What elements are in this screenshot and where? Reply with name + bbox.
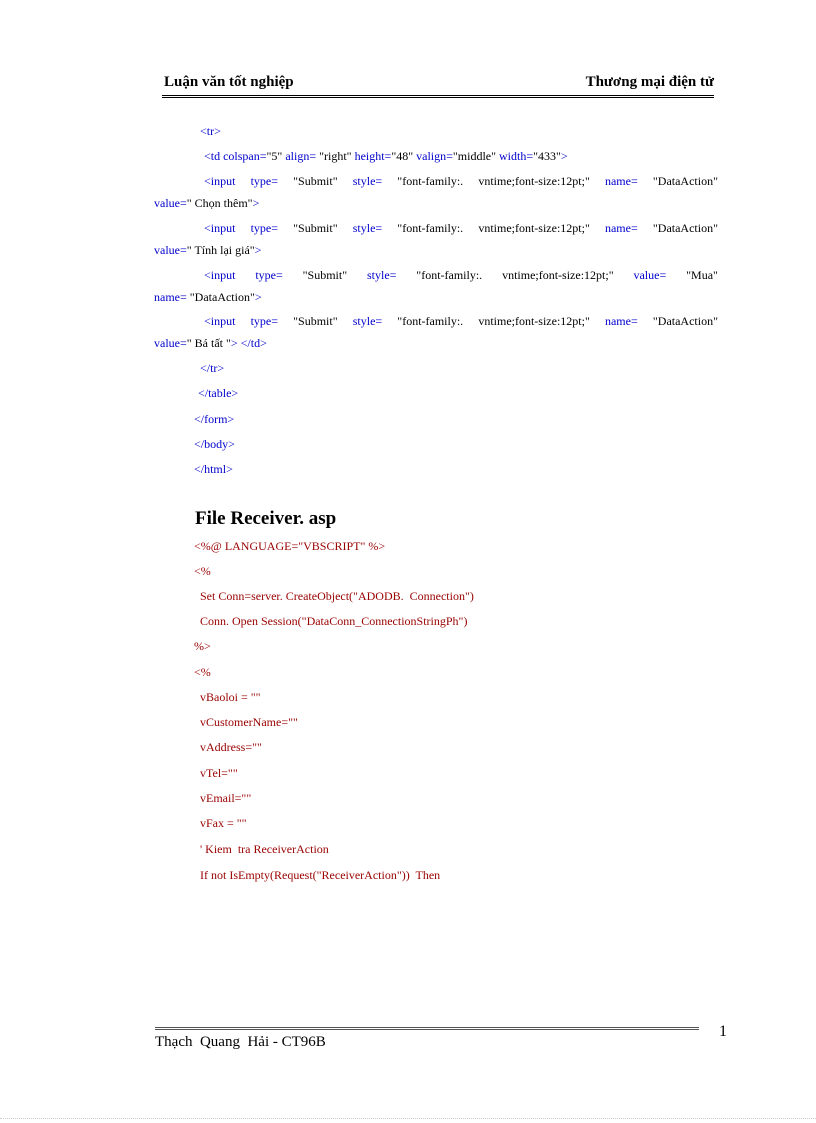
style-value-a: "font-family:.: [397, 221, 464, 235]
asp-line: Conn. Open Session("DataConn_ConnectionStringPh"): [194, 614, 468, 628]
code-td-line: [204, 149, 568, 164]
code-tr-close: </tr>: [200, 361, 225, 375]
name-attr: name=: [154, 290, 187, 304]
asp-line: ' Kiem tra ReceiverAction: [194, 842, 329, 856]
code-input2-line: [204, 221, 718, 236]
td-height-attr: height=: [351, 149, 392, 163]
type-attr: type=: [255, 268, 283, 282]
name-attr: name=: [604, 221, 638, 235]
close-td: > </td>: [230, 336, 267, 350]
name-attr: name=: [604, 314, 638, 328]
code-input2-cont: [154, 243, 261, 258]
close-bracket: >: [252, 196, 260, 210]
value-text: " Tính lại giá": [186, 243, 255, 257]
value-text: " Chọn thêm": [186, 196, 253, 210]
asp-line: <%@ LANGUAGE="VBSCRIPT" %>: [194, 539, 386, 553]
style-value-b: vntime;font-size:12pt;": [478, 221, 590, 235]
input-tag: <input: [204, 268, 236, 282]
style-value-a: "font-family:.: [397, 314, 464, 328]
code-tr-open: <tr>: [200, 124, 221, 138]
name-attr: name=: [604, 174, 638, 188]
input-tag: <input: [204, 174, 236, 188]
td-colspan-value: "5": [266, 149, 283, 163]
asp-line: vEmail="": [194, 791, 252, 805]
asp-line: <%: [194, 665, 211, 679]
code-input4-cont: [154, 336, 267, 351]
code-form-close: </form>: [194, 412, 235, 426]
page-number: 1: [719, 1023, 727, 1040]
type-attr: type=: [250, 174, 278, 188]
asp-line: vTel="": [194, 766, 238, 780]
value-attr: value=: [154, 196, 187, 210]
code-input1-cont: [154, 196, 259, 211]
page-bottom-border: [0, 1118, 816, 1119]
value-attr: value=: [154, 243, 187, 257]
style-value-b: vntime;font-size:12pt;": [478, 314, 590, 328]
asp-line: vBaoloi = "": [194, 690, 261, 704]
name-value: "DataAction": [652, 174, 718, 188]
asp-line: Set Conn=server. CreateObject("ADODB. Connection"): [194, 589, 474, 603]
footer-author: Thạch Quang Hải - CT96B: [155, 1034, 326, 1050]
code-input1-line: [204, 174, 718, 189]
td-width-value: "433": [533, 149, 561, 163]
code-table-close: </table>: [198, 386, 239, 400]
asp-line: vCustomerName="": [194, 715, 298, 729]
style-value-a: "font-family:.: [416, 268, 483, 282]
input-tag: <input: [204, 314, 236, 328]
name-value: "DataAction": [186, 290, 255, 304]
asp-line: If not IsEmpty(Request("ReceiverAction")) Then: [194, 868, 441, 882]
type-attr: type=: [250, 314, 278, 328]
value-attr: value=: [633, 268, 667, 282]
td-align-attr: align=: [282, 149, 320, 163]
type-attr: type=: [250, 221, 278, 235]
input-tag: <input: [204, 221, 236, 235]
code-input4-line: [204, 314, 718, 329]
style-value-b: vntime;font-size:12pt;": [478, 174, 590, 188]
asp-line: vAddress="": [194, 740, 262, 754]
type-value: "Submit": [293, 314, 338, 328]
code-input3-line: [204, 268, 718, 283]
code-body-close: </body>: [194, 437, 235, 451]
asp-line: vFax = "": [194, 816, 247, 830]
style-value-a: "font-family:.: [397, 174, 464, 188]
name-value: "DataAction": [652, 221, 718, 235]
style-attr: style=: [366, 268, 397, 282]
td-height-value: "48": [391, 149, 414, 163]
td-valign-attr: valign=: [413, 149, 453, 163]
close-bracket: >: [254, 243, 262, 257]
header-rule: [162, 95, 714, 98]
td-tag: <td colspan=: [204, 149, 267, 163]
footer-rule: [155, 1027, 699, 1030]
style-attr: style=: [352, 314, 383, 328]
code-html-close: </html>: [194, 462, 233, 476]
type-value: "Submit": [302, 268, 348, 282]
style-attr: style=: [352, 221, 383, 235]
td-valign-value: "middle": [452, 149, 497, 163]
td-width-attr: width=: [496, 149, 534, 163]
header-title-left: Luận văn tốt nghiệp: [164, 74, 294, 90]
td-close-bracket: >: [560, 149, 568, 163]
close-bracket: >: [254, 290, 262, 304]
asp-line: %>: [194, 639, 211, 653]
style-attr: style=: [352, 174, 383, 188]
value-text: "Mua": [686, 268, 718, 282]
style-value-b: vntime;font-size:12pt;": [502, 268, 614, 282]
header-title-right: Thương mại điện tử: [585, 74, 714, 90]
type-value: "Submit": [293, 174, 338, 188]
value-text: " Bá tất ": [186, 336, 231, 350]
section-title: File Receiver. asp: [195, 508, 337, 529]
td-align-value: "right": [319, 149, 352, 163]
code-input3-cont: [154, 290, 262, 305]
asp-line: <%: [194, 564, 211, 578]
type-value: "Submit": [293, 221, 338, 235]
name-value: "DataAction": [652, 314, 718, 328]
value-attr: value=: [154, 336, 187, 350]
